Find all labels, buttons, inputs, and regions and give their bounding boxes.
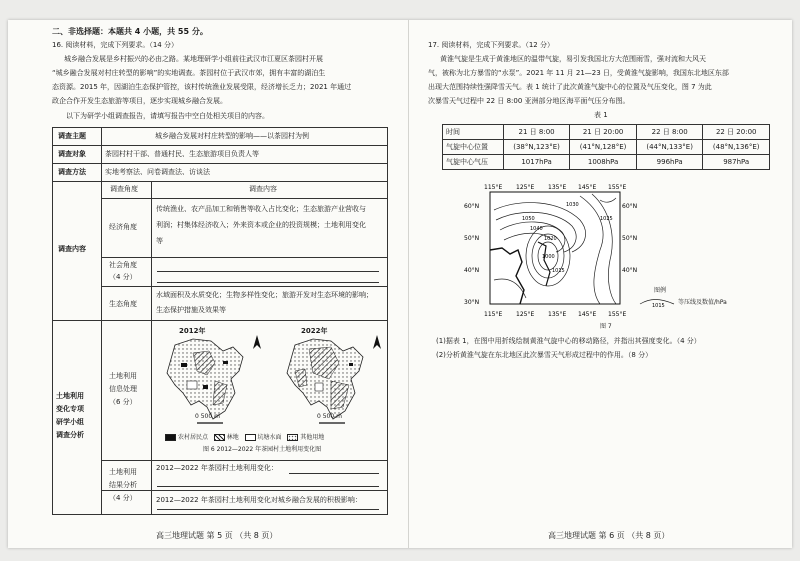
lon-label: 115°E	[484, 184, 503, 191]
info-label-line: （6 分）	[109, 398, 137, 406]
lon-label: 145°E	[578, 311, 597, 318]
isobar-label: 1020	[544, 236, 557, 242]
fig7-caption: 图 7	[600, 323, 612, 330]
table-row	[443, 140, 770, 155]
legend-isobar-sample	[638, 296, 678, 308]
social-score: （4 分）	[109, 273, 137, 281]
map-year-2012: 2012年	[179, 327, 206, 335]
table-cell: 21 日 20:00	[570, 125, 637, 140]
q16-para-line: 政企合作开发生态旅游等项目，逐步实现城乡融合发展。	[52, 97, 227, 105]
economy-line: 传统渔业、农产品加工和销售等收入占比变化；生态旅游产业营收与	[156, 205, 366, 213]
land-use-maps	[153, 323, 385, 428]
survey-table	[52, 127, 388, 515]
legend-swatch-other	[287, 434, 298, 441]
q16-para-line: 态资源。2015 年，因湖泊生态保护管控，该村传统渔业发展受限，经济增长乏力；2021 年通过	[52, 83, 352, 91]
q17-para-line: 黄淮气旋是生成于黄淮地区的温带气旋，易引发我国北方大范围雨雪，强对流和大风天	[440, 55, 706, 63]
lat-label: 60°N	[622, 203, 638, 210]
cyclone-table	[442, 124, 770, 170]
q17-sub1: (1)据表 1，在图中用折线绘制黄淮气旋中心的移动路径，并指出其强度变化。（4 分）	[436, 337, 701, 345]
legend-swatch-pond	[245, 434, 256, 441]
q17-para-line: 次暴雪天气过程中 22 日 8:00 亚洲部分地区海平面气压分布图。	[428, 97, 630, 105]
eco-label: 生态角度	[109, 300, 137, 308]
lon-label: 155°E	[608, 184, 627, 191]
theme-value: 城乡融合发展对村庄转型的影响——以茶园村为例	[155, 132, 309, 140]
table-cell: (41°N,128°E)	[570, 140, 637, 155]
map-year-2022: 2022年	[301, 327, 328, 335]
object-value: 茶园村村干部、普通村民、生态旅游项目负责人等	[105, 150, 259, 158]
page-fold	[408, 20, 409, 548]
answer-line[interactable]	[157, 486, 379, 487]
lat-label: 40°N	[464, 267, 480, 274]
result-label-line: 结果分析	[109, 481, 137, 489]
method-label: 调查方法	[58, 168, 86, 176]
settlement-2012	[203, 385, 208, 389]
method-value: 实地考察法、问卷调查法、访谈法	[105, 168, 210, 176]
settlement-2012	[181, 363, 187, 367]
table-cell: 1017hPa	[503, 155, 570, 170]
north-arrow-icon	[253, 335, 261, 349]
legend-title: 图例	[654, 287, 667, 294]
table-row	[443, 155, 770, 170]
lon-label: 135°E	[548, 311, 567, 318]
north-arrow-icon	[373, 335, 381, 349]
lon-label: 125°E	[516, 311, 535, 318]
economy-line: 等	[156, 237, 163, 245]
table1-caption: 表 1	[594, 111, 608, 119]
legend-sample-value: 1015	[652, 303, 665, 308]
fig6-caption: 图 6 2012—2022 年茶园村土地利用变化图	[203, 446, 322, 453]
q17-sub2: (2)分析黄淮气旋在东北地区此次暴雪天气形成过程中的作用。（8 分）	[436, 351, 653, 359]
lon-label: 125°E	[516, 184, 535, 191]
pond-2022	[315, 383, 323, 391]
legend-swatch-forest	[214, 434, 225, 441]
table-cell: 气旋中心位置	[443, 140, 504, 155]
table-cell: (48°N,136°E)	[703, 140, 770, 155]
info-label-line: 信息处理	[109, 385, 137, 393]
isobar-map	[460, 180, 640, 320]
economy-label: 经济角度	[109, 223, 137, 231]
isobar-label: 1030	[566, 202, 579, 208]
table-cell: 时间	[443, 125, 504, 140]
settlement-2022	[349, 363, 353, 366]
eco-line: 水域面积及水质变化；生物多样性变化；旅游开发对生态环境的影响；	[156, 291, 373, 299]
lat-label: 50°N	[464, 235, 480, 242]
effect-prompt: 2012—2022 年茶园村土地利用变化对城乡融合发展的积极影响：	[156, 496, 362, 504]
page-footer-right: 高三地理试题 第 6 页 （共 8 页）	[548, 531, 670, 540]
lon-label: 115°E	[484, 311, 503, 318]
group-label-line: 变化专项	[56, 405, 84, 413]
economy-line: 利润；村集体经济收入；外来资本或企业的投资规模；土地利用变化	[156, 221, 366, 229]
village-outline-2012	[167, 339, 243, 419]
q17-para-line: 气，被称为北方暴雪的“水泵”。2021 年 11 月 21—23 日，受黄淮气旋影响，我国东北地区东部	[428, 69, 729, 77]
isobar-label: 1025	[600, 216, 613, 222]
change-prompt: 2012—2022 年茶园村土地利用变化：	[156, 464, 278, 472]
lon-label: 145°E	[578, 184, 597, 191]
content-label: 调查内容	[58, 245, 86, 253]
pond-2012	[187, 381, 197, 389]
result-label-line: （4 分）	[109, 494, 137, 502]
table-cell: 22 日 20:00	[703, 125, 770, 140]
settlement-2012	[223, 361, 228, 364]
legend-item: 等压线及数值/hPa	[678, 299, 727, 306]
lat-label: 40°N	[622, 267, 638, 274]
isobar-label: 1015	[552, 268, 565, 274]
isobar-label: 1000	[542, 254, 555, 260]
table-cell: (38°N,123°E)	[503, 140, 570, 155]
group-label-line: 研学小组	[56, 418, 84, 426]
q17-title: 17. 阅读材料，完成下列要求。（12 分）	[428, 41, 554, 49]
lon-label: 155°E	[608, 311, 627, 318]
table-cell: 987hPa	[703, 155, 770, 170]
answer-line[interactable]	[289, 473, 379, 474]
isobar-label: 1040	[530, 226, 543, 232]
table-cell: 22 日 8:00	[636, 125, 703, 140]
table-cell: 996hPa	[636, 155, 703, 170]
section-heading: 二、非选择题：本题共 4 小题，共 55 分。	[52, 27, 208, 36]
group-label-line: 土地利用	[56, 392, 84, 400]
lat-label: 60°N	[464, 203, 480, 210]
exam-sheet	[8, 20, 792, 548]
theme-label: 调查主题	[58, 132, 86, 140]
q16-instruction: 以下为研学小组调查报告，请填写报告中空白处相关项目的内容。	[66, 112, 269, 120]
q16-title: 16. 阅读材料，完成下列要求。（14 分）	[52, 41, 178, 49]
eco-line: 生态保护措施及效果等	[156, 306, 226, 314]
table-cell: 1008hPa	[570, 155, 637, 170]
table-cell: 21 日 8:00	[503, 125, 570, 140]
legend-swatch-settlement	[165, 434, 176, 441]
q16-para-line: “城乡融合发展对村庄转型的影响”的实地调查。茶园村位于武汉市郊，拥有丰富的湖泊生	[52, 69, 326, 77]
q16-para-line: 城乡融合发展是乡村振兴的必由之路。某地理研学小组前往武汉市江夏区茶园村开展	[64, 55, 323, 63]
q17-para-line: 出现大范围持续性强降雪天气。表 1 统计了此次黄淮气旋中心的位置及气压变化，图 7 为此	[428, 83, 712, 91]
lat-label: 30°N	[464, 299, 480, 306]
table-cell: (44°N,133°E)	[636, 140, 703, 155]
group-label-line: 调查分析	[56, 431, 84, 439]
info-label-line: 土地利用	[109, 372, 137, 380]
content-header: 调查内容	[249, 185, 277, 193]
answer-line[interactable]	[157, 509, 379, 510]
page-footer-left: 高三地理试题 第 5 页 （共 8 页）	[156, 531, 278, 540]
result-label-line: 土地利用	[109, 468, 137, 476]
table-cell: 气旋中心气压	[443, 155, 504, 170]
lat-label: 50°N	[622, 235, 638, 242]
lon-label: 135°E	[548, 184, 567, 191]
angle-header: 调查角度	[110, 185, 138, 193]
table-header-row	[443, 125, 770, 140]
isobar-label: 1050	[522, 216, 535, 222]
scale-label-2022: 0 500 m	[317, 413, 342, 420]
scale-label-2012: 0 500 m	[195, 413, 220, 420]
map-legend: 农村居民点 林地 坑塘水面 其他用地	[165, 434, 324, 441]
social-label: 社会角度	[109, 261, 137, 269]
object-label: 调查对象	[58, 150, 86, 158]
